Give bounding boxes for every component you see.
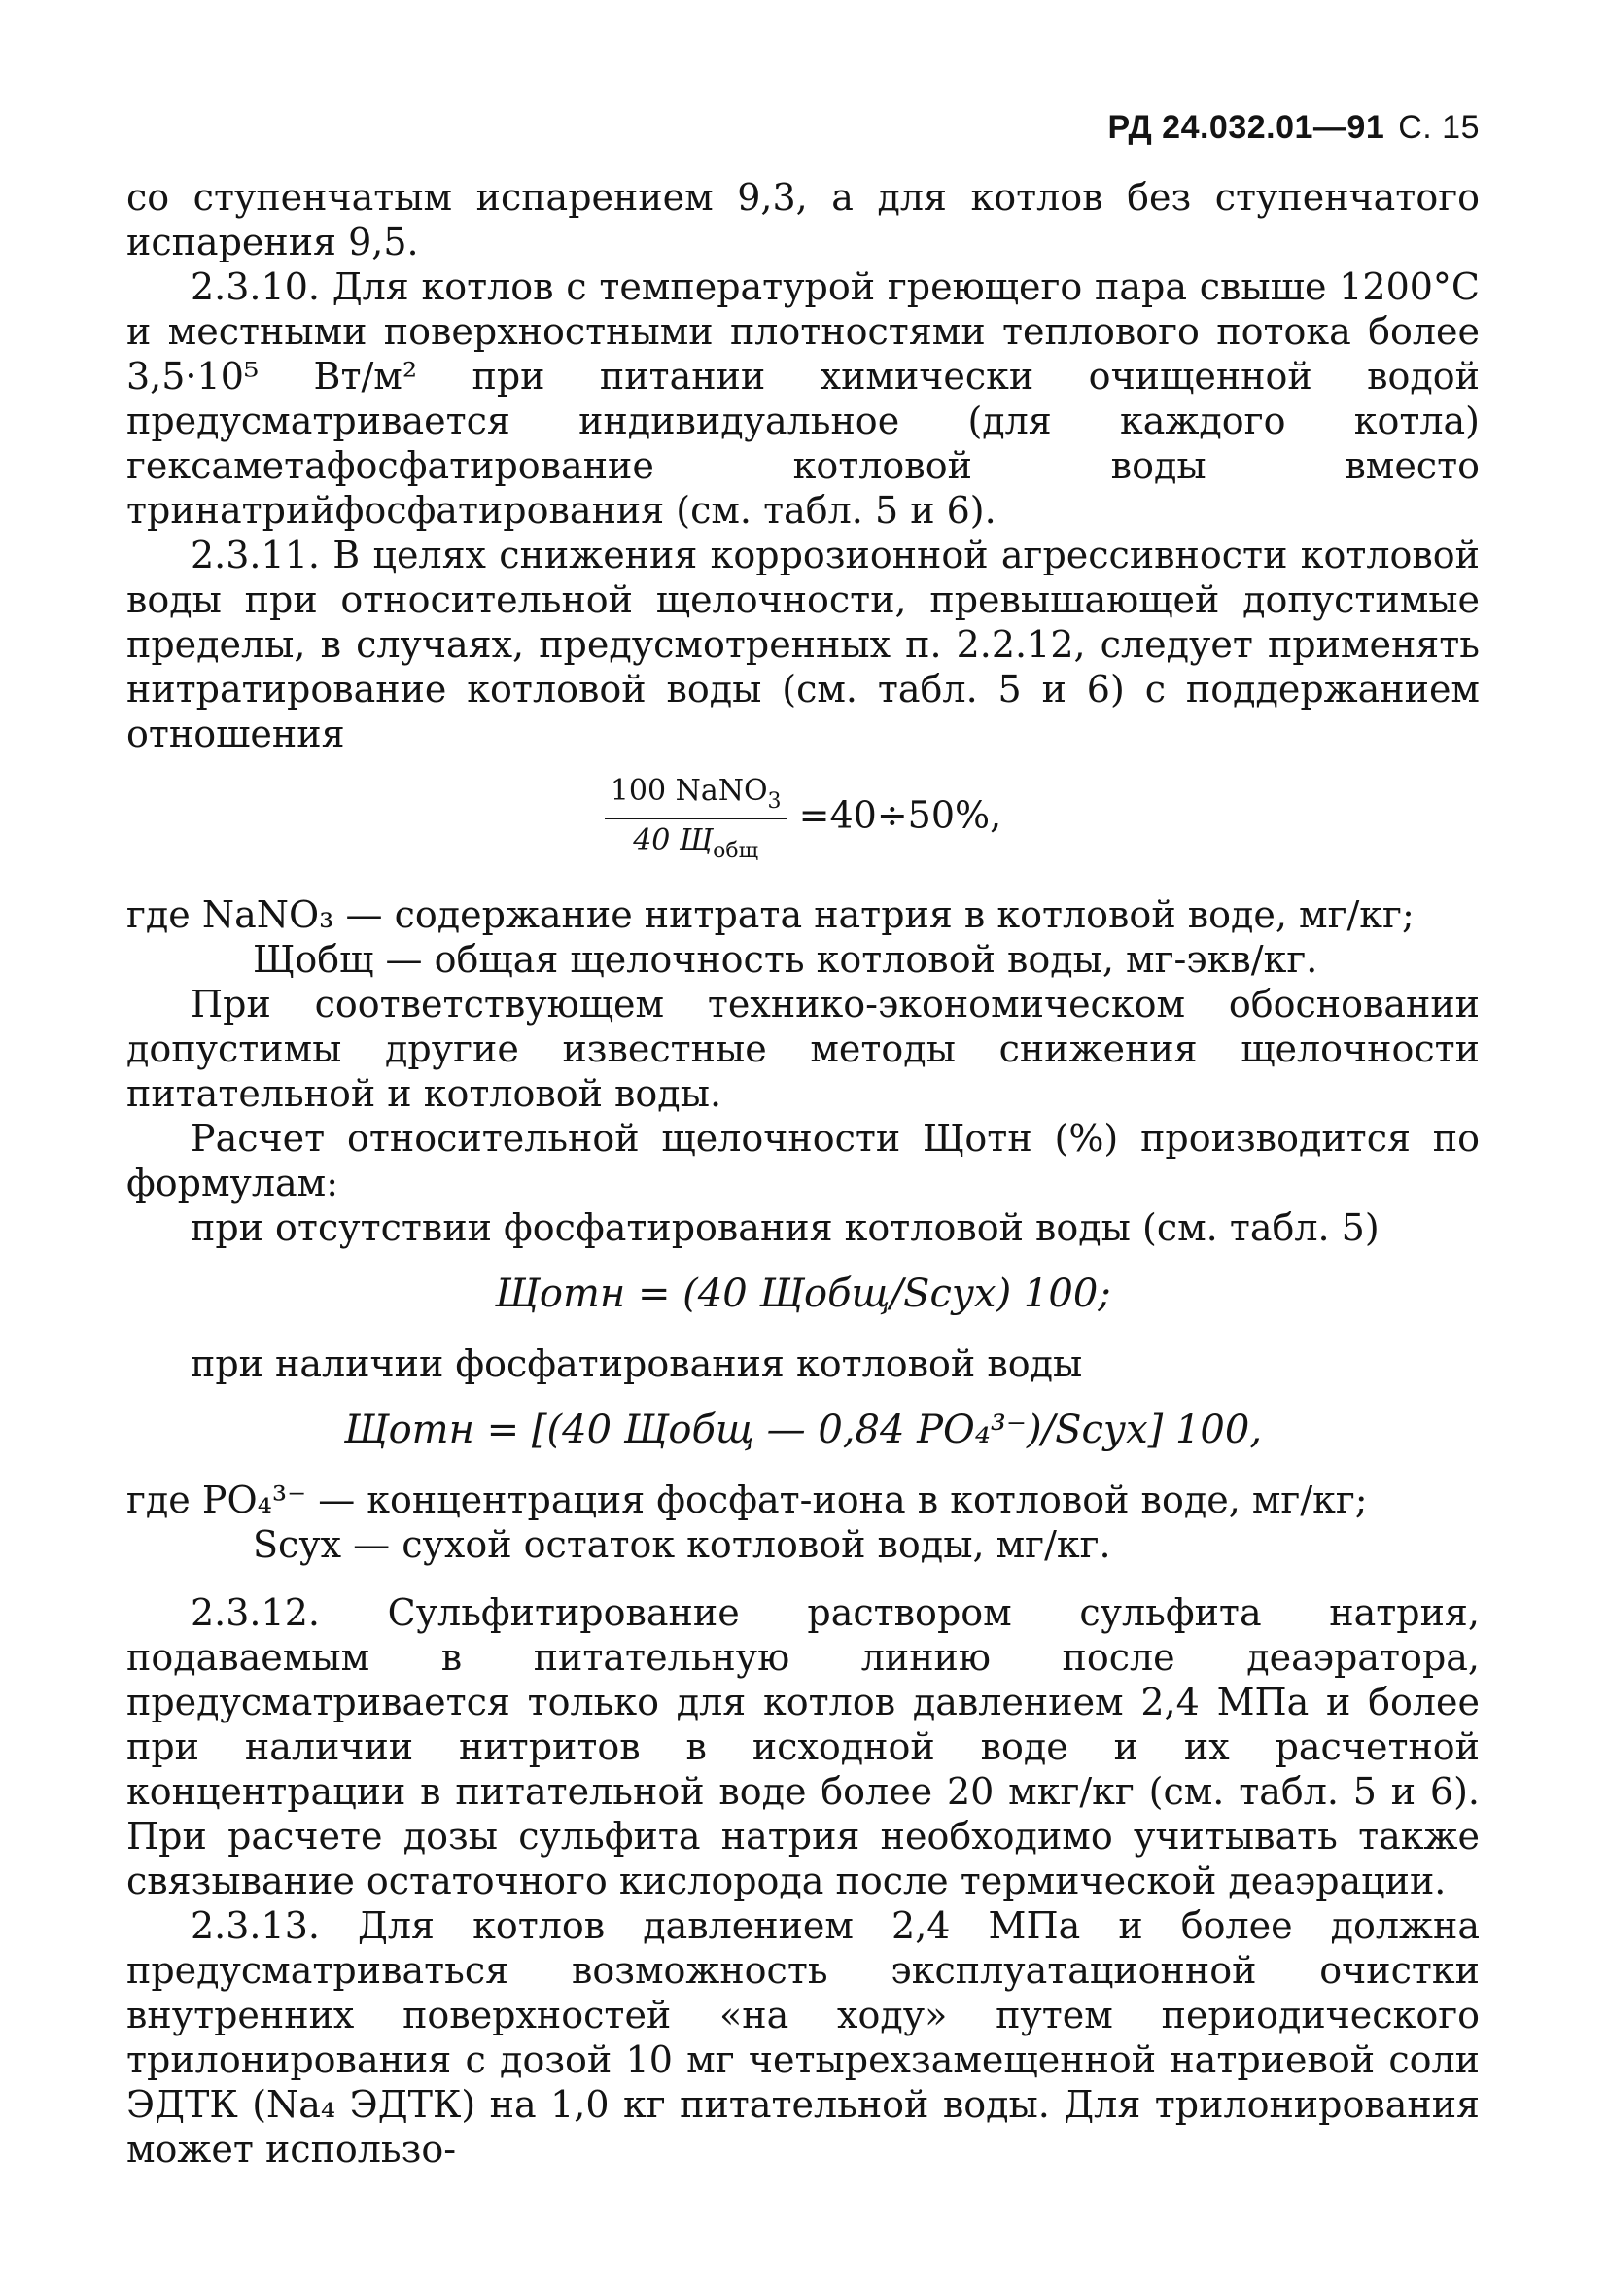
formula-nitrate-ratio bbox=[126, 774, 1480, 863]
definition-sch-obsch: Щобщ — общая щелочность котловой воды, мг-экв/кг. bbox=[253, 938, 1318, 981]
paragraph-2-3-12: 2.3.12. Сульфитирование раствором сульфита натрия, подаваемым в питательную линию после деаэратора, предусматривается только для котлов давлением 2,4 МПа и более при наличии нитритов в исходной воде и их расчетной концентрации в питательной воде более 20 мкг/кг (см. табл. 5 и 6). При расчете дозы сульфита натрия необходимо учитывать также связывание остаточного кислорода после термической деаэрации. bbox=[126, 1591, 1480, 1902]
page-header bbox=[1107, 109, 1480, 147]
paragraph-2-3-13: 2.3.13. Для котлов давлением 2,4 МПа и более должна предусматриваться возможность эксплуатационной очистки внутренних поверхностей «на ходу» путем периодического трилонирования с дозой 10 мг четырехзамещенной натриевой соли ЭДТК (Na₄ ЭДТК) на 1,0 кг питательной воды. Для трилонирования может использо- bbox=[126, 1904, 1480, 2171]
definition-po4: где PO₄³⁻ — концентрация фосфат-иона в котловой воде, мг/кг; bbox=[126, 1478, 1368, 1521]
document-code: РД 24.032.01—91 bbox=[1107, 109, 1385, 146]
paragraph-no-phosphate: при отсутствии фосфатирования котловой воды (см. табл. 5) bbox=[191, 1206, 1380, 1249]
paragraph-alternatives: При соответствующем технико-экономическом обосновании допустимы другие известные методы снижения щелочности питательной и котловой воды. bbox=[126, 983, 1480, 1115]
page-number: С. 15 bbox=[1398, 109, 1480, 146]
definition-s-sukh: Sсух — сухой остаток котловой воды, мг/кг. bbox=[253, 1523, 1111, 1566]
paragraph-2-3-11: 2.3.11. В целях снижения коррозионной агрессивности котловой воды при относительной щелочности, превышающей допустимые пределы, в случаях, предусмотренных п. 2.2.12, следует применять нитратирование котловой воды (см. табл. 5 и 6) с поддержанием отношения bbox=[126, 534, 1480, 755]
paragraph-continued: со ступенчатым испарением 9,3, а для котлов без ступенчатого испарения 9,5. bbox=[126, 176, 1480, 263]
paragraph-with-phosphate: при наличии фосфатирования котловой воды bbox=[191, 1342, 1083, 1385]
fraction-numerator: 100 NaNO$_3$ bbox=[605, 774, 787, 819]
formula-rhs: =40÷50%, bbox=[798, 793, 1002, 837]
fraction-denominator: 40 $Щ_{общ}$ bbox=[633, 823, 759, 863]
formula-relative-alkalinity-2: Щотн = [(40 Щобщ — 0,84 PO₄³⁻)/Sсух] 100, bbox=[343, 1408, 1263, 1452]
paragraph-calc: Расчет относительной щелочности Щотн (%) производится по формулам: bbox=[126, 1117, 1480, 1204]
paragraph-2-3-10: 2.3.10. Для котлов с температурой греющего пара свыше 1200°С и местными поверхностными плотностями теплового потока более 3,5·10⁵ Вт/м² при питании химически очищенной водой предусматривается индивидуальное (для каждого котла) гексаметафосфатирование котловой воды вместо тринатрийфосфатирования (см. табл. 5 и 6). bbox=[126, 265, 1480, 532]
document-body bbox=[126, 175, 1480, 2172]
fraction bbox=[605, 774, 787, 863]
definition-nano3: где NaNO₃ — содержание нитрата натрия в котловой воде, мг/кг; bbox=[126, 893, 1415, 936]
spacer bbox=[126, 1567, 1480, 1590]
formula-relative-alkalinity-1: Щотн = (40 Щобщ/Sсух) 100; bbox=[495, 1271, 1111, 1316]
